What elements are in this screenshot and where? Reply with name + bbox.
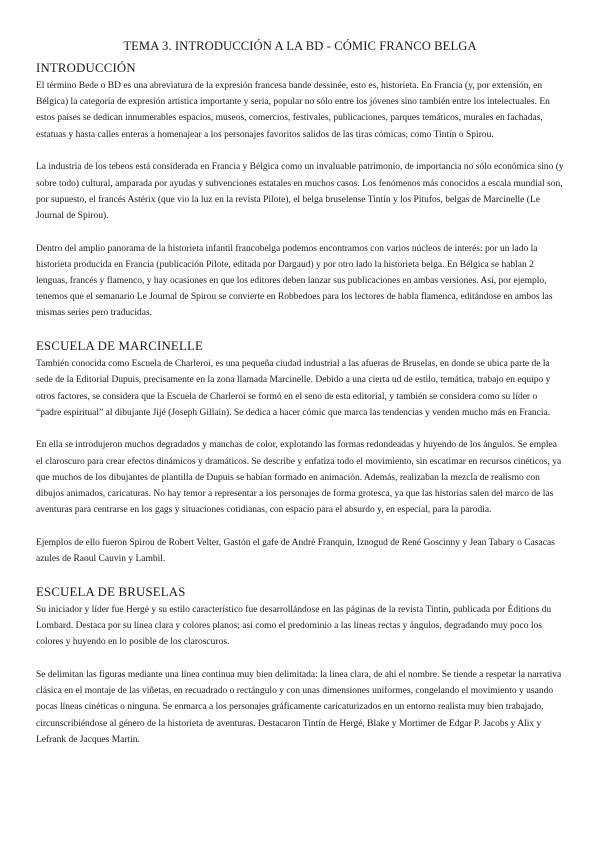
- paragraph: Su iniciador y líder fue Hergé y su estilo característico fue desarrollándose en las páginas de la revista Tintín, publicada por Éditions du Lombard. Destaca por su línea clara y colores planos; así como el predominio a las líneas rectas y ángulos, degradando muy poco los colores y huyendo en lo posible de los claroscuros.: [36, 604, 552, 648]
- document-title: TEMA 3. INTRODUCCIÓN A LA BD - CÓMIC FRANCO BELGA: [123, 39, 477, 53]
- paragraph: La industria de los tebeos está considerada en Francia y Bélgica como un invaluable patrimonio, de importancia no sólo económica sino (y sobre todo) cultural, amparada por ayudas y subvenciones estatales en muchos casos. Los fenómenos más conocidos a escala mundial son, por supuesto, el francés Astérix (que vio la luz en la revista Pilote), el belga bruselense Tintín y los Pitufos, belgas de Marcinelle (Le Journal de Spirou).: [36, 162, 564, 221]
- paragraph: El término Bede o BD es una abreviatura de la expresión francesa bande dessinée, esto es, historieta. En Francia (y, por extensión, en Bélgica) la categoría de expresión artística importante y seria, popular no sólo entre los jóvenes sino también entre los intelectuales. En estos países se dedican innumerables espacios, museos, comercios, festivales, publicaciones, parques temáticos, murales en fachadas, estatuas y hasta calles enteras a homenajear a los personajes favoritos salidos de las tiras cómicas, como Tintín o Spirou.: [36, 81, 550, 140]
- paragraph: Dentro del amplio panorama de la historieta infantil francobelga podemos encontramos con varios núcleos de interés: por un lado la historieta producida en Francia (publicación Pilote, editada por Dargaud) y por otro lado la historieta belga. En Bélgica se hablan 2 lenguas, francés y flamenco, y hay ocasiones en que los editores deben lanzar sus publicaciones en ambas versiones. Así, por ejemplo, tenemos que el semanario Le Journal de Spirou se convierte en Robbedoes para los lectores de habla flamenca, editándose en ambos las mismas series pero traducidas.: [36, 243, 553, 319]
- section-escuela-bruselas: [36, 584, 564, 748]
- section-heading: ESCUELA DE BRUSELAS: [36, 584, 186, 599]
- paragraph: En ella se introdujeron muchos degradados y manchas de color, explotando las formas redondeadas y huyendo de los ángulos. Se emplea el claroscuro para crear efectos dinámicos y dramáticos. Se describe y enfatiza todo el movimiento, sin escatimar en recursos cinéticos, ya que muchos de los dibujantes de plantilla de Dupuis se habían formado en animación. Además, realizaban la mezcla de realismo con dibujos animados, caricaturas. No hay temor a representar a los personajes de forma grotesca, ya que las historias salen del marco de las aventuras para centrarse en los gags y situaciones cotidianas, con espacio para el absurdo y, en especial, para la parodia.: [36, 440, 562, 516]
- section-introduccion: [36, 60, 564, 322]
- section-heading: ESCUELA DE MARCINELLE: [36, 339, 203, 354]
- section-heading: INTRODUCCIÓN: [36, 61, 136, 75]
- paragraph: También conocida como Escuela de Charleroi, es una pequeña ciudad industrial a las afueras de Bruselas, en donde se ubica parte de la sede de la Editorial Dupuis, precisamente en la zona llamada Marcinelle. Debido a una cierta ud de estilo, temática, trabajo en equipo y otros factores, se considera que la Escuela de Charleroi se formó en el seno de esta editorial, y también se considera como su líder o “padre espiritual” al dibujante Jijé (Joseph Gillain). Se dedica a hacer cómic que marca las tendencias y venden mucho más en Francia.: [36, 359, 551, 418]
- section-escuela-marcinelle: [36, 338, 564, 567]
- paragraph: Se delimitan las figuras mediante una línea continua muy bien delimitada: la línea clara, de ahí el nombre. Se tiende a respetar la narrativa clásica en el montaje de las viñetas, en recuadrado o rectángulo y con unas dimensiones uniformes, congelando el movimiento y usando pocas líneas cinéticas o ninguna. Se enmarca a los personajes gráficamente caricaturizados en un entorno realista muy bien trabajado, circunscribiéndose al género de la historieta de aventuras. Destacaron Tintín de Hergé, Blake y Mortimer de Edgar P. Jacobs y Alix y Lefrank de Jacques Martin.: [36, 669, 562, 745]
- paragraph: Ejemplos de ello fueron Spirou de Robert Velter, Gastón el gafe de Andrè Franquin, Iznogud de René Goscinny y Jean Tabary o Casacas azules de Raoul Cauvin y Lambil.: [36, 537, 555, 565]
